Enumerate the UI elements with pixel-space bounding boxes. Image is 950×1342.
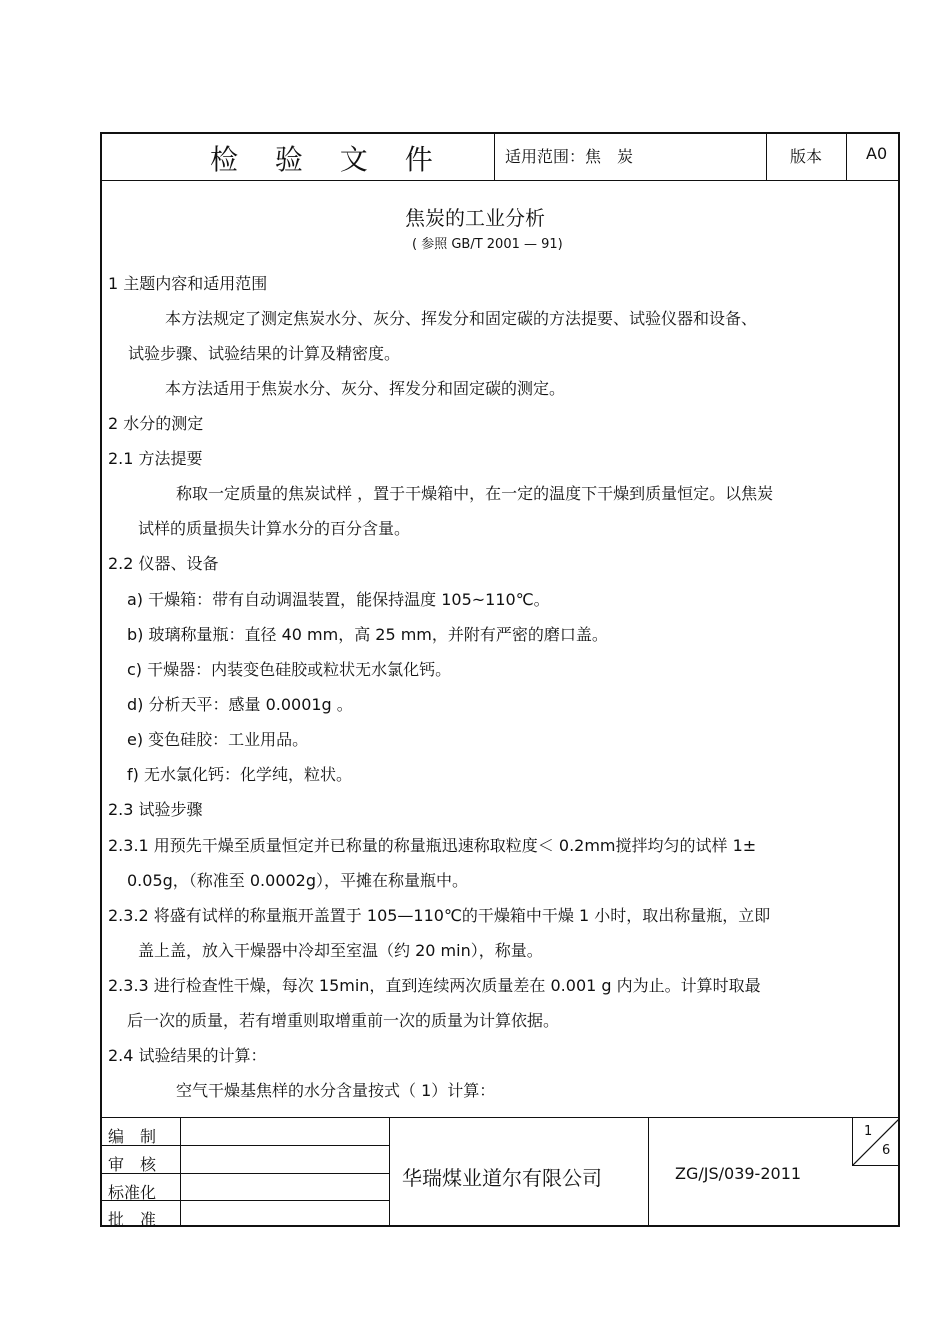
doc-code: ZG/JS/039-2011 [675, 1164, 802, 1183]
page-diagonal [852, 1118, 900, 1166]
list-item: f) 无水氯化钙：化学纯，粒状。 [127, 765, 352, 784]
list-item: b) 玻璃称量瓶：直径 40 mm，高 25 mm，并附有严密的磨口盖。 [127, 625, 608, 644]
paragraph-line: 试验步骤、试验结果的计算及精密度。 [128, 344, 401, 363]
doc-title: 检 验 文 件 [210, 143, 447, 176]
list-item: e) 变色硅胶：工业用品。 [127, 730, 309, 749]
paragraph-line: 2.3.2 将盛有试样的称量瓶开盖置于 105—110℃的干燥箱中干燥 1 小时，取出称量瓶，立即 [108, 906, 771, 925]
page-title: 焦炭的工业分析 [405, 206, 545, 230]
footer-sep-labels [180, 1117, 181, 1227]
footer-label-standardized: 标准化 [108, 1183, 157, 1202]
section-heading: 2 水分的测定 [108, 414, 204, 433]
header-divider [100, 180, 900, 181]
paragraph-line: 本方法规定了测定焦炭水分、灰分、挥发分和固定碳的方法提要、试验仪器和设备、 [165, 309, 758, 328]
header-sep-3 [846, 132, 847, 180]
subsection-heading: 2.2 仪器、设备 [108, 554, 219, 573]
paragraph-line: 2.3.3 进行检查性干燥，每次 15min，直到连续两次质量差在 0.001 g 内为止。计算时取最 [108, 976, 761, 995]
version-label: 版本 [790, 147, 823, 166]
footer-sep-code [648, 1117, 649, 1227]
paragraph-line: 2.3.1 用预先干燥至质量恒定并已称量的称量瓶迅速称取粒度＜ 0.2mm搅拌均匀的试样 1± [108, 836, 757, 855]
paragraph-line: 盖上盖，放入干燥器中冷却至室温（约 20 min），称量。 [138, 941, 543, 960]
company-name: 华瑞煤业道尔有限公司 [402, 1166, 602, 1190]
subsection-heading: 2.4 试验结果的计算： [108, 1046, 267, 1065]
list-item: d) 分析天平：感量 0.0001g 。 [127, 695, 353, 714]
page-current: 1 [864, 1124, 873, 1139]
paragraph-line: 称取一定质量的焦炭试样 ，置于干燥箱中，在一定的温度下干燥到质量恒定。以焦炭 [176, 484, 774, 503]
page-subtitle: ( 参照 GB/T 2001 — 91) [412, 237, 563, 252]
page-total: 6 [882, 1143, 891, 1158]
section-heading: 1 主题内容和适用范围 [108, 274, 268, 293]
paragraph-line: 后一次的质量，若有增重则取增重前一次的质量为计算依据。 [127, 1011, 560, 1030]
version-value: A0 [866, 144, 888, 163]
list-item: a) 干燥箱：带有自动调温装置，能保持温度 105~110℃。 [127, 590, 550, 609]
header-sep-2 [766, 132, 767, 180]
footer-label-approved: 批 准 [108, 1210, 157, 1229]
footer-label-prepared: 编 制 [108, 1127, 157, 1146]
footer-label-reviewed: 审 核 [108, 1155, 157, 1174]
paragraph-line: 空气干燥基焦样的水分含量按式（ 1）计算： [176, 1081, 496, 1100]
scope-label: 适用范围：焦 炭 [505, 147, 634, 166]
paragraph-line: 0.05g，（称准至 0.0002g），平摊在称量瓶中。 [127, 871, 469, 890]
footer-divider [100, 1117, 900, 1118]
header-sep-1 [494, 132, 495, 180]
subsection-heading: 2.1 方法提要 [108, 449, 203, 468]
paragraph-line: 本方法适用于焦炭水分、灰分、挥发分和固定碳的测定。 [165, 379, 566, 398]
paragraph-line: 试样的质量损失计算水分的百分含量。 [138, 519, 411, 538]
subsection-heading: 2.3 试验步骤 [108, 800, 203, 819]
footer-sep-company [389, 1117, 390, 1227]
list-item: c) 干燥器：内装变色硅胶或粒状无水氯化钙。 [127, 660, 452, 679]
